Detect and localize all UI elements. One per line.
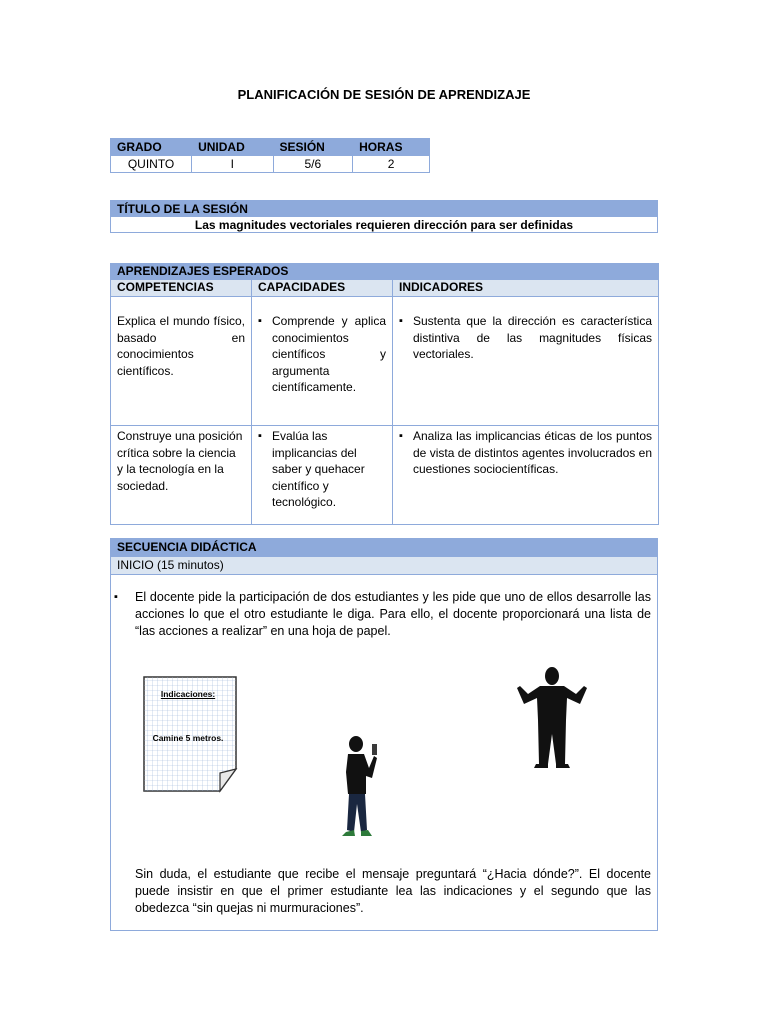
grado-header-row	[111, 139, 430, 156]
capacidad-text: ▪ Comprende y aplica conocimientos científicos y argumenta científicamente.	[258, 313, 386, 396]
capacidad-text: ▪ Evalúa las implicancias del saber y quehacer científico y tecnológico.	[258, 428, 386, 511]
grado-table	[110, 138, 430, 173]
paragraph-1	[114, 589, 651, 640]
grado-header: GRADO	[111, 139, 192, 156]
paragraph-1-text: El docente pide la participación de dos estudiantes y les pide que uno de ellos desarrolle las acciones lo que el otro estudiante le diga. Para ello, el docente proporcionará una lista de “las acciones a realizar” en una hoja de papel.	[135, 590, 651, 638]
titulo-value: Las magnitudes vectoriales requieren dirección para ser definidas	[111, 217, 658, 233]
capacidad-cell	[252, 426, 393, 525]
aprendizajes-label: APRENDIZAJES ESPERADOS	[111, 264, 659, 280]
inicio-label: INICIO (15 minutos)	[111, 557, 657, 575]
indicador-text: ▪ Sustenta que la dirección es característica distintiva de las magnitudes físicas vectoriales.	[399, 313, 652, 363]
capacidades-header: CAPACIDADES	[252, 280, 393, 297]
table-row	[111, 297, 659, 426]
grado-value: QUINTO	[111, 156, 192, 173]
indicador-text: ▪ Analiza las implicancias éticas de los puntos de vista de distintos agentes involucrados en cuestiones sociocientíficas.	[399, 428, 652, 478]
titulo-table	[110, 200, 658, 233]
paragraph-2: Sin duda, el estudiante que recibe el mensaje preguntará “¿Hacia dónde?”. El docente puede insistir en que el primer estudiante lea las indicaciones y el segundo que las obedezca “sin quejas ni murmuraciones”.	[135, 867, 651, 915]
competencias-header: COMPETENCIAS	[111, 280, 252, 297]
horas-value: 2	[353, 156, 430, 173]
page-title: PLANIFICACIÓN DE SESIÓN DE APRENDIZAJE	[237, 87, 531, 102]
unidad-header: UNIDAD	[192, 139, 273, 156]
note-title: Indicaciones:	[160, 689, 216, 699]
sesion-value: 5/6	[273, 156, 353, 173]
secuencia-label: SECUENCIA DIDÁCTICA	[111, 539, 657, 557]
indicadores-header: INDICADORES	[393, 280, 659, 297]
note-text: Camine 5 metros.	[152, 733, 224, 743]
horas-header: HORAS	[353, 139, 430, 156]
indicador-cell	[393, 297, 659, 426]
bullet-icon: ▪	[114, 591, 118, 603]
indicador-cell	[393, 426, 659, 525]
student-reading-icon	[336, 732, 384, 840]
grado-value-row	[111, 156, 430, 173]
titulo-label: TÍTULO DE LA SESIÓN	[111, 201, 658, 217]
table-row	[111, 426, 659, 525]
sesion-header: SESIÓN	[273, 139, 353, 156]
competencia-cell: Construye una posición crítica sobre la ciencia y la tecnología en la sociedad.	[111, 426, 252, 525]
student-shrugging-icon	[510, 664, 594, 772]
capacidad-cell	[252, 297, 393, 426]
note-paper	[142, 675, 238, 793]
unidad-value: I	[192, 156, 273, 173]
aprendizajes-table	[110, 263, 659, 525]
competencia-cell: Explica el mundo físico, basado en conocimientos científicos.	[111, 297, 252, 426]
